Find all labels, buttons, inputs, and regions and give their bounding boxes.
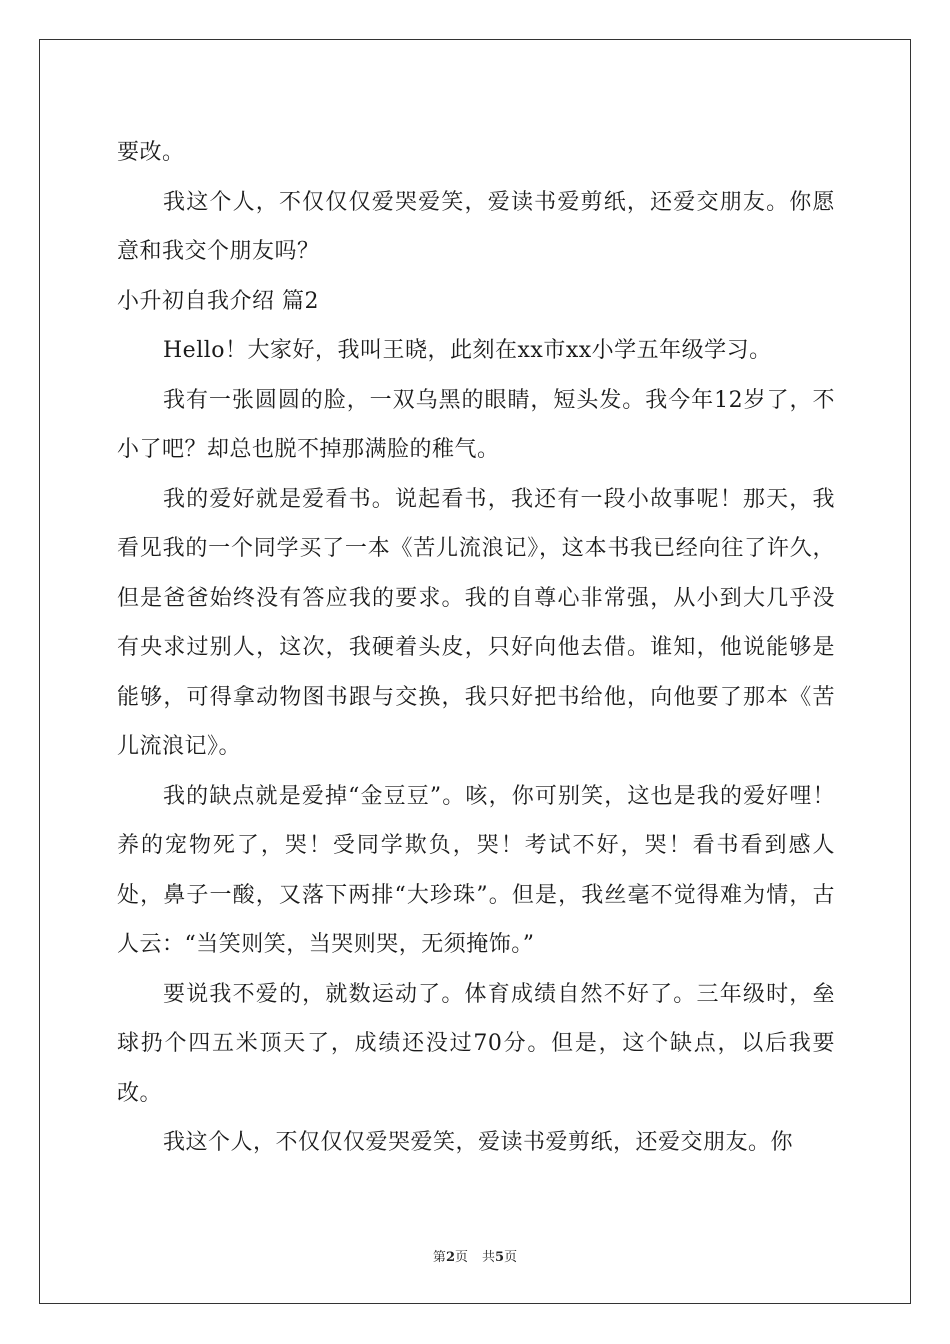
paragraph: 要说我不爱的，就数运动了。体育成绩自然不好了。三年级时，垒球扔个四五米顶天了，成绩还没过70分。但是，这个缺点，以后我要改。 [117, 981, 835, 1106]
page-prefix: 第 [432, 1250, 446, 1265]
page-total: 5 [495, 1250, 505, 1265]
paragraph-continued: 要改。 [117, 140, 185, 165]
paragraph: 我的爱好就是爱看书。说起看书，我还有一段小故事呢！那天，我看见我的一个同学买了一本《苦儿流浪记》，这本书我已经向往了许久，但是爸爸始终没有答应我的要求。我的自尊心非常强，从小到大几乎没有央求过别人，这次，我硬着头皮，只好向他去借。谁知，他说能够是能够，可得拿动物图书跟与交换，我只好把书给他，向他要了那本《苦儿流浪记》。 [117, 486, 835, 759]
page-suffix: 页 [454, 1250, 468, 1265]
paragraph: 我这个人，不仅仅仅爱哭爱笑，爱读书爱剪纸，还爱交朋友。你愿意和我交个朋友吗？ [117, 189, 835, 264]
section-heading: 小升初自我介绍 篇2 [117, 288, 319, 314]
document-body [117, 128, 835, 1168]
total-suffix: 页 [504, 1250, 518, 1265]
page-footer [0, 1246, 950, 1265]
paragraph: 我这个人，不仅仅仅爱哭爱笑，爱读书爱剪纸，还爱交朋友。你 [163, 1130, 794, 1155]
paragraph: 我的缺点就是爱掉“金豆豆”。咳，你可别笑，这也是我的爱好哩！养的宠物死了，哭！受同学欺负，哭！考试不好，哭！看书看到感人处，鼻子一酸，又落下两排“大珍珠”。但是，我丝毫不觉得难为情，古人云：“当笑则笑，当哭则哭，无须掩饰。” [117, 783, 835, 957]
page-current: 2 [445, 1250, 455, 1265]
paragraph: Hello！大家好，我叫王晓，此刻在xx市xx小学五年级学习。 [163, 338, 772, 363]
paragraph: 我有一张圆圆的脸，一双乌黑的眼睛，短头发。我今年12岁了，不小了吧？却总也脱不掉那满脸的稚气。 [117, 387, 835, 462]
total-prefix: 共 [482, 1250, 496, 1265]
